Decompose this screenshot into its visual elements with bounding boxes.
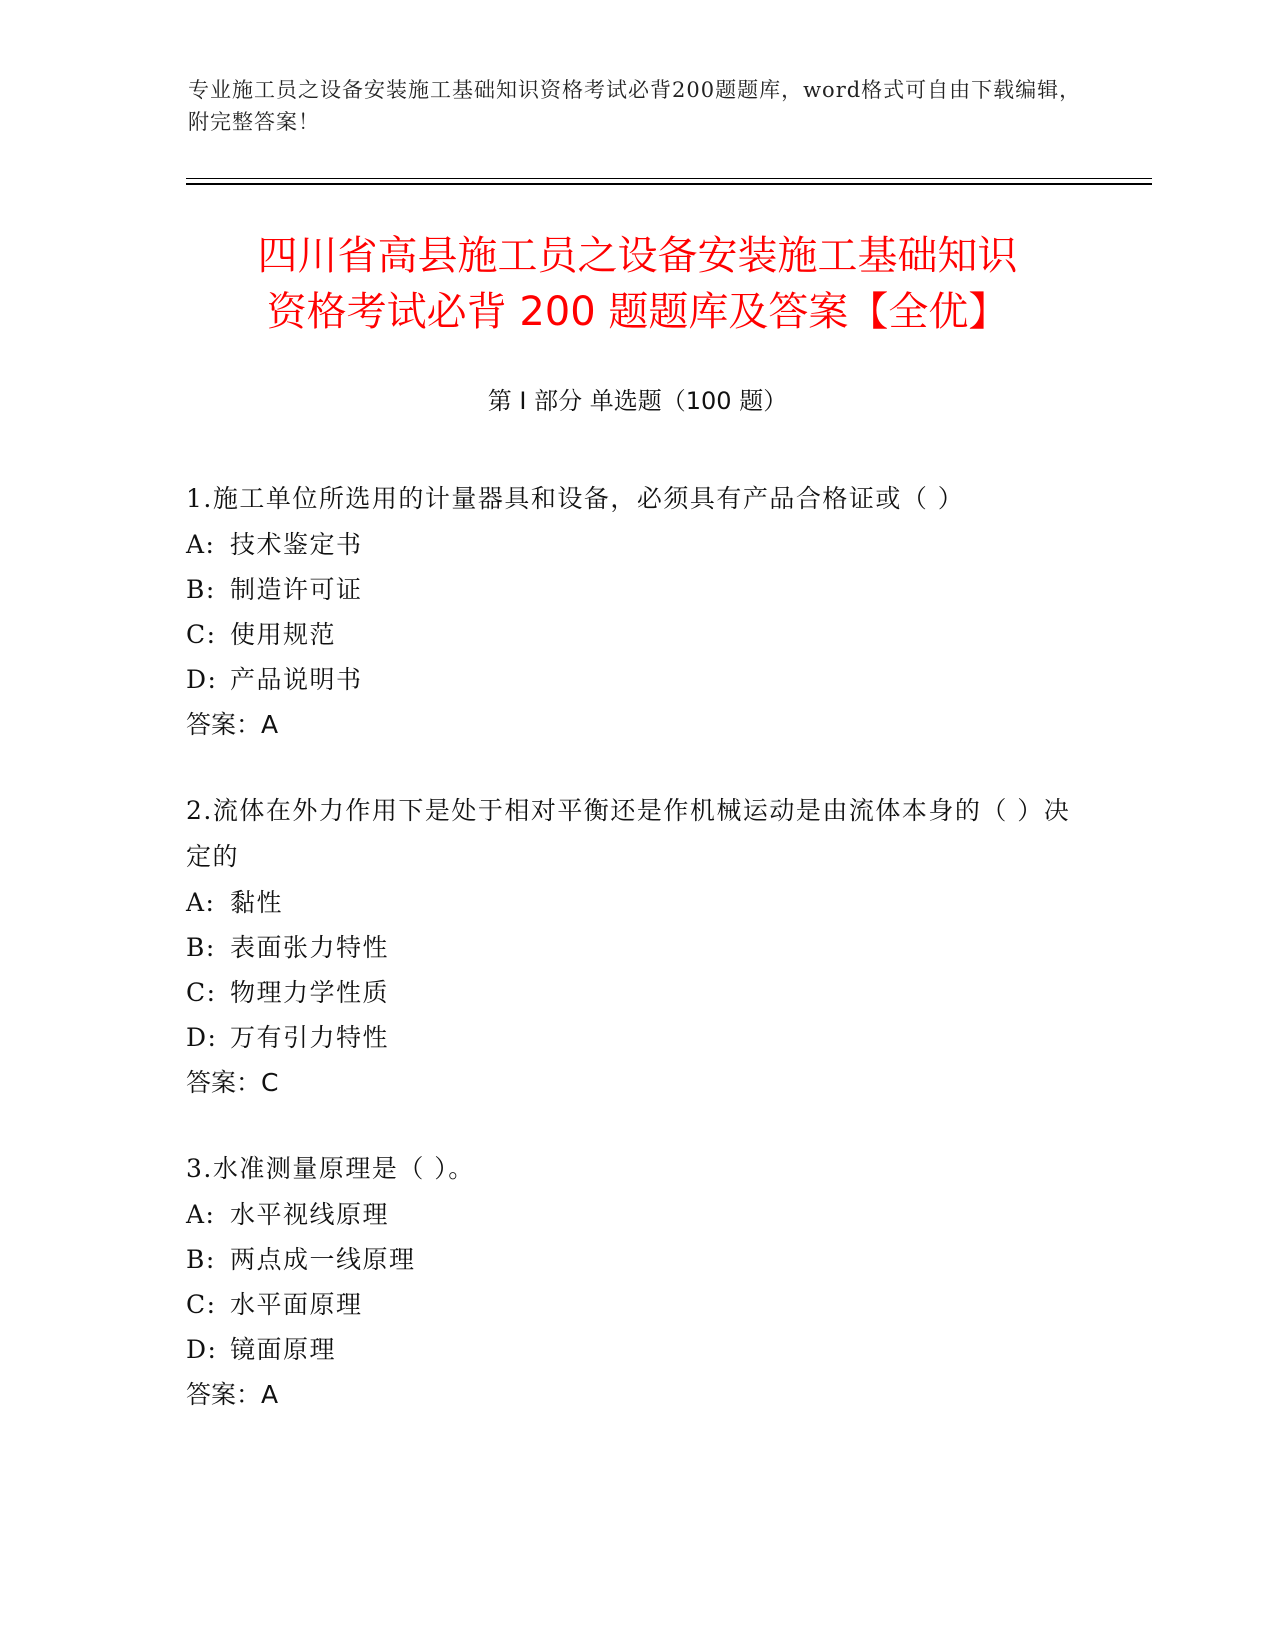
answer-line: 答案：A bbox=[186, 1380, 279, 1409]
option-text: 制造许可证 bbox=[230, 575, 363, 604]
option-text: 水平面原理 bbox=[230, 1290, 363, 1319]
option-a bbox=[186, 880, 1086, 925]
option-key: D: bbox=[186, 1335, 218, 1364]
document-title-line-1: 四川省高县施工员之设备安装施工基础知识 bbox=[257, 233, 1018, 279]
document-title-line-2: 资格考试必背 200 题题库及答案【全优】 bbox=[266, 289, 1009, 335]
option-key: A: bbox=[186, 530, 216, 559]
option-b bbox=[186, 1237, 1086, 1282]
option-text: 万有引力特性 bbox=[230, 1023, 390, 1052]
option-key: C: bbox=[186, 620, 217, 649]
question-stem: 3.水准测量原理是（ ）。 bbox=[186, 1154, 475, 1183]
option-text: 物理力学性质 bbox=[230, 978, 390, 1007]
option-text: 表面张力特性 bbox=[230, 933, 390, 962]
option-text: 镜面原理 bbox=[230, 1335, 337, 1364]
option-key: A: bbox=[186, 888, 216, 917]
option-d bbox=[186, 1015, 1086, 1060]
option-key: B: bbox=[186, 933, 216, 962]
option-c bbox=[186, 970, 1086, 1015]
option-a bbox=[186, 1192, 1086, 1237]
question-stem: 2.流体在外力作用下是处于相对平衡还是作机械运动是由流体本身的（ ）决定的 bbox=[186, 796, 1071, 871]
option-key: C: bbox=[186, 1290, 217, 1319]
section-title: 第 I 部分 单选题（100 题） bbox=[487, 387, 788, 415]
option-b bbox=[186, 925, 1086, 970]
option-text: 使用规范 bbox=[230, 620, 337, 649]
option-c bbox=[186, 612, 1086, 657]
question-stem: 1.施工单位所选用的计量器具和设备，必须具有产品合格证或（ ） bbox=[186, 484, 965, 513]
header-rule-thin bbox=[186, 178, 1152, 179]
option-c bbox=[186, 1282, 1086, 1327]
option-key: C: bbox=[186, 978, 217, 1007]
option-key: A: bbox=[186, 1200, 216, 1229]
header-note: 专业施工员之设备安装施工基础知识资格考试必背200题题库，word格式可自由下载编辑，附完整答案！ bbox=[188, 78, 1082, 134]
answer-line: 答案：A bbox=[186, 710, 279, 739]
option-text: 两点成一线原理 bbox=[230, 1245, 416, 1274]
option-b bbox=[186, 567, 1086, 612]
option-a bbox=[186, 522, 1086, 567]
option-d bbox=[186, 1327, 1086, 1372]
header-rule-thick bbox=[186, 183, 1152, 185]
document-title bbox=[150, 228, 1125, 340]
question-2 bbox=[186, 788, 1086, 1106]
option-key: D: bbox=[186, 665, 218, 694]
option-text: 黏性 bbox=[230, 888, 284, 917]
option-key: B: bbox=[186, 1245, 216, 1274]
option-d bbox=[186, 657, 1086, 702]
option-text: 产品说明书 bbox=[230, 665, 363, 694]
answer-line: 答案：C bbox=[186, 1068, 279, 1097]
option-key: B: bbox=[186, 575, 216, 604]
option-key: D: bbox=[186, 1023, 218, 1052]
option-text: 技术鉴定书 bbox=[230, 530, 363, 559]
question-3 bbox=[186, 1146, 1086, 1418]
question-1 bbox=[186, 476, 1086, 748]
question-list bbox=[186, 476, 1086, 1458]
option-text: 水平视线原理 bbox=[230, 1200, 390, 1229]
